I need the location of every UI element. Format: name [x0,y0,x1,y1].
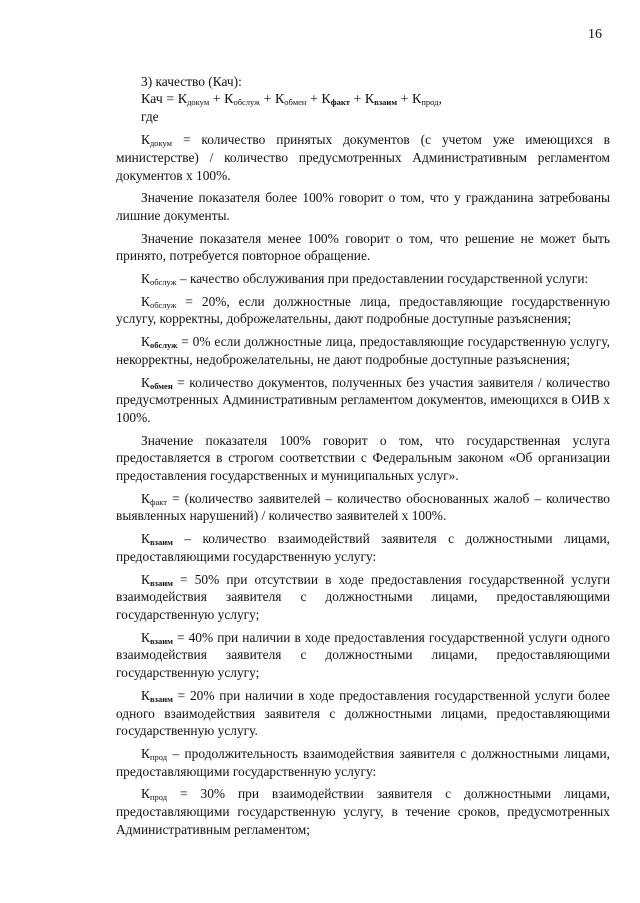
definition-k-vzaim-40: $К_{взаим} = 40\%$ при наличии в ходе предоставления государственной услуги одного взаимодействия заявителя с должностными лицами, предоставляющими государственную услугу; [116,629,610,681]
document-body [116,73,610,838]
definition-k-obmen: $К_{обмен}$ = количество документов, полученных без участия заявителя / количество предусмотренных Административным регламентом документов, имеющихся в ОИВ х 100%. [116,374,610,425]
where-label: где [141,109,159,125]
definition-k-vzaim-20: $К_{взаим} = 20\%$ при наличии в ходе предоставления государственной услуги более одного взаимодействия заявителя с должностными лицами, предоставляющими государственную услугу. [116,687,610,739]
note-dokum-under: Значение показателя менее 100% говорит о том, что решение не может быть принято, потребуется повторное обращение. [116,230,610,264]
definition-k-vzaim-50: $К_{взаим} = 50\%$ при отсутствии в ходе предоставления государственной услуги взаимодействия заявителя с должностными лицами, предоставляющими государственную услугу; [116,571,610,622]
definition-k-obsluzh: $К_{обслуж}$ – качество обслуживания при предоставлении государственной услуги: [141,271,589,288]
page-number: 16 [588,27,602,42]
note-obmen: Значение показателя 100% говорит о том, что государственная услуга предоставляется в строгом соответствии с Федеральным законом «Об организации предоставления государственных и муниципальных услуг». [116,432,610,484]
note-dokum-over: Значение показателя более 100% говорит о том, что у гражданина затребованы лишние документы. [116,190,610,223]
definition-k-dokum: $К_{докум}$ = количество принятых документов (с учетом уже имеющихся в министерстве) / количество предусмотренных Административным регламентом документов х 100%. [116,132,610,183]
section-heading: 3) качество (Кач): [141,74,242,89]
definition-k-vzaim: $К_{взаим}$ – количество взаимодействий заявителя с должностными лицами, предоставляющими государственную услугу: [116,531,610,564]
definition-k-prod-30: $К_{прод} = 30\%$ при взаимодействии заявителя с должностными лицами, предоставляющими государственную услугу, в течение сроков, предусмотренных Административным регламентом; [116,786,610,837]
quality-formula: Кач = $К_{докум} + К_{обслуж} + К_{обмен} + К_{факт} + К_{взаим} + К_{прод}$, [141,91,442,107]
definition-k-obsluzh-20: $К_{обслуж} = 20\%$, если должностные лица, предоставляющие государственную услугу, корректны, доброжелательны, дают подробные доступные разъяснения; [116,293,610,327]
definition-k-prod: $К_{прод}$ – продолжительность взаимодействия заявителя с должностными лицами, предоставляющими государственную услугу: [116,745,610,779]
definition-k-obsluzh-0: $К_{обслуж} = 0\%$ если должностные лица, предоставляющие государственную услугу, некорректны, недоброжелательны, не дают подробные доступные разъяснения; [116,334,610,367]
definition-k-fakt: $К_{факт}$ = (количество заявителей – количество обоснованных жалоб – количество выявленных нарушений) / количество заявителей х 100%. [116,490,610,524]
